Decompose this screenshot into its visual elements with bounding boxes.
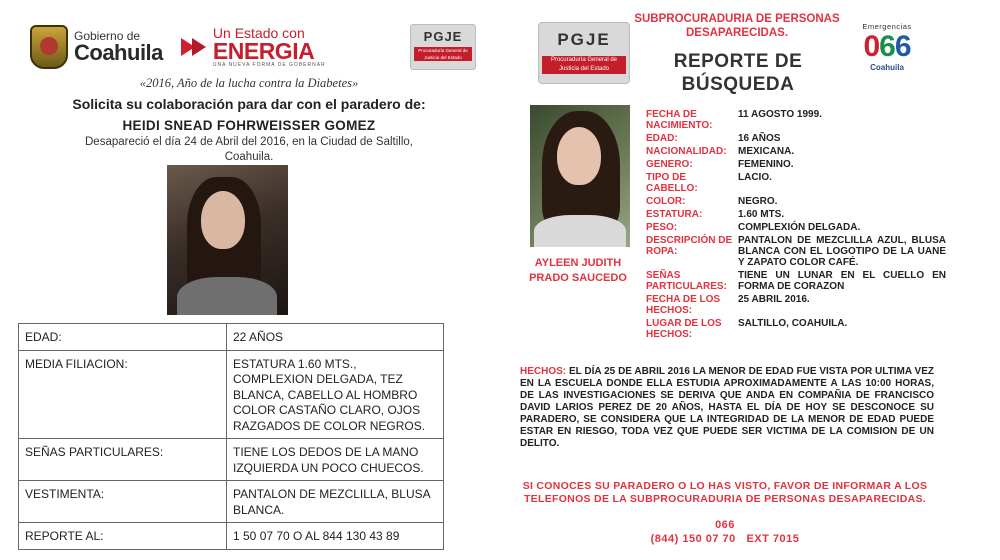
field-value: COMPLEXIÓN DELGADA. — [738, 222, 861, 233]
row-label: REPORTE AL: — [19, 523, 227, 550]
field-row — [646, 146, 946, 157]
emergencias-state: Coahuila — [870, 63, 904, 72]
energia-line1: Un Estado con — [212, 25, 305, 41]
coat-of-arms-icon — [30, 25, 68, 69]
field-value: 1.60 MTS. — [738, 209, 785, 220]
table-row — [19, 324, 444, 351]
subprocuraduria-heading: SUBPROCURADURIA DE PERSONAS DESAPARECIDAS. — [634, 13, 840, 39]
energia-line3: UNA NUEVA FORMA DE GOBERNAR — [212, 62, 326, 68]
pgje-subtitle: Procuraduría General de Justicia del Estado — [542, 56, 626, 74]
person-photo — [530, 105, 630, 247]
energia-line2: ENERGIA — [212, 38, 315, 64]
field-label: EDAD: — [646, 133, 678, 144]
row-value: ESTATURA 1.60 MTS., COMPLEXION DELGADA, TEZ BLANCA, CABELLO AL HOMBRO COLOR CASTAÑO CLARO, OJOS RAZGADOS DE COLOR NEGROS. — [227, 350, 444, 439]
person-photo — [167, 165, 288, 315]
emergencias-066-logo — [852, 22, 922, 82]
pgje-subtitle: Procuraduría General de Justicia del Estado — [414, 47, 472, 61]
gobierno-coahuila-logo — [30, 25, 163, 69]
gobierno-small-text: Gobierno de — [74, 29, 141, 43]
field-value: PANTALON DE MEZCLILLA AZUL, BLUSA BLANCA CON EL LOGOTIPO DE LA UANE Y ZAPATO COLOR CAFÉ. — [738, 235, 946, 268]
divider — [498, 0, 510, 560]
field-value: 11 AGOSTO 1999. — [738, 109, 822, 120]
office-phone: (844) 150 07 70 EXT 7015 — [650, 532, 800, 545]
field-value: TIENE UN LUNAR EN EL CUELLO EN FORMA DE CORAZON — [738, 270, 946, 292]
field-row — [646, 209, 946, 220]
field-label: SEÑAS PARTICULARES: — [646, 270, 727, 292]
field-value: MEXICANA. — [738, 146, 795, 157]
field-value: NEGRO. — [738, 196, 778, 207]
disappearance-text: Desapareció el día 24 de Abril del 2016, en la Ciudad de Saltillo, Coahuila. — [85, 136, 413, 163]
row-value: TIENE LOS DEDOS DE LA MANO IZQUIERDA UN POCO CHUECOS. — [227, 439, 444, 481]
field-value: LACIO. — [738, 172, 772, 183]
field-label: GENERO: — [646, 159, 693, 170]
pgje-title: PGJE — [557, 30, 611, 49]
pgje-logo — [538, 22, 630, 84]
field-row — [646, 318, 946, 340]
person-name: HEIDI SNEAD FOHRWEISSER GOMEZ — [122, 118, 376, 133]
emergency-phone: 066 — [715, 519, 735, 531]
row-value: 1 50 07 70 O AL 844 130 43 89 — [227, 523, 444, 550]
row-label: VESTIMENTA: — [19, 481, 227, 523]
field-row — [646, 270, 946, 292]
hechos-paragraph — [520, 366, 934, 450]
gobierno-big-text: Coahuila — [74, 40, 163, 65]
row-label: SEÑAS PARTICULARES: — [19, 439, 227, 481]
field-row — [646, 109, 946, 131]
header-logos — [30, 22, 476, 72]
energia-arrow-icon — [181, 36, 209, 58]
field-value: 16 AÑOS — [738, 133, 781, 144]
field-label: FECHA DE NACIMIENTO: — [646, 109, 713, 131]
field-label: DESCRIPCIÓN DE ROPA: — [646, 235, 733, 257]
table-row — [19, 481, 444, 523]
year-motto: «2016, Año de la lucha contra la Diabetes» — [139, 76, 359, 90]
row-label: EDAD: — [19, 324, 227, 351]
row-value: PANTALON DE MEZCLILLA, BLUSA BLANCA. — [227, 481, 444, 523]
field-row — [646, 235, 946, 268]
flyer-heidi — [0, 0, 498, 560]
field-label: FECHA DE LOS HECHOS: — [646, 294, 721, 316]
pgje-title: PGJE — [423, 29, 463, 44]
estado-energia-logo — [181, 26, 326, 68]
field-value: 25 ABRIL 2016. — [738, 294, 810, 305]
field-row — [646, 133, 946, 144]
row-value: 22 AÑOS — [227, 324, 444, 351]
field-row — [646, 159, 946, 170]
row-label: MEDIA FILIACION: — [19, 350, 227, 439]
contact-request: SI CONOCES SU PARADERO O LO HAS VISTO, FAVOR DE INFORMAR A LOS TELEFONOS DE LA SUBPROCURADURIA DE PERSONAS DESAPARECIDAS. — [522, 480, 928, 505]
field-label: TIPO DE CABELLO: — [646, 172, 698, 194]
table-row — [19, 439, 444, 481]
field-row — [646, 222, 946, 233]
field-label: NACIONALIDAD: — [646, 146, 727, 157]
emergencias-label: Emergencias — [862, 22, 912, 31]
request-heading: Solicita su colaboración para dar con el paradero de: — [72, 96, 426, 112]
field-label: PESO: — [646, 222, 678, 233]
field-row — [646, 294, 946, 316]
hechos-text: EL DÍA 25 DE ABRIL 2016 LA MENOR DE EDAD FUE VISTA POR ULTIMA VEZ EN LA ESCUELA DONDE ELLA ESTUDIA APROXIMADAMENTE A LAS 10:00 HORAS, DE LAS INVESTIGACIONES SE DERIVA QUE ANDA EN COMPAÑIA DE FRANCISCO DAVID LARIOS PEREZ DE 20 AÑOS, HASTA EL DÍA DE HOY SE DESCONOCE SU PARADERO, SE CONSIDERA QUE LA INTEGRIDAD DE LA MENOR DE EDAD PUEDE ESTAR EN RIESGO, TODA VEZ QUE PUEDE SER VICTIMA DE LA COMISION DE UN DELITO. — [520, 366, 934, 449]
field-label: ESTATURA: — [646, 209, 703, 220]
field-value: FEMENINO. — [738, 159, 794, 170]
table-row — [19, 523, 444, 550]
field-row — [646, 172, 946, 194]
emergencias-number: 066 — [863, 30, 911, 63]
pgje-logo — [410, 24, 476, 70]
contact-phones — [510, 519, 940, 546]
person-fields — [646, 109, 946, 342]
field-value: SALTILLO, COAHUILA. — [738, 318, 848, 329]
table-row — [19, 350, 444, 439]
flyer-ayleen — [510, 0, 1000, 560]
hechos-label: HECHOS: — [520, 366, 567, 377]
report-title: REPORTE DE BÚSQUEDA — [673, 51, 803, 95]
person-name: AYLEEN JUDITH PRADO SAUCEDO — [529, 257, 627, 284]
description-table — [18, 323, 444, 550]
field-label: LUGAR DE LOS HECHOS: — [646, 318, 722, 340]
field-label: COLOR: — [646, 196, 686, 207]
field-row — [646, 196, 946, 207]
